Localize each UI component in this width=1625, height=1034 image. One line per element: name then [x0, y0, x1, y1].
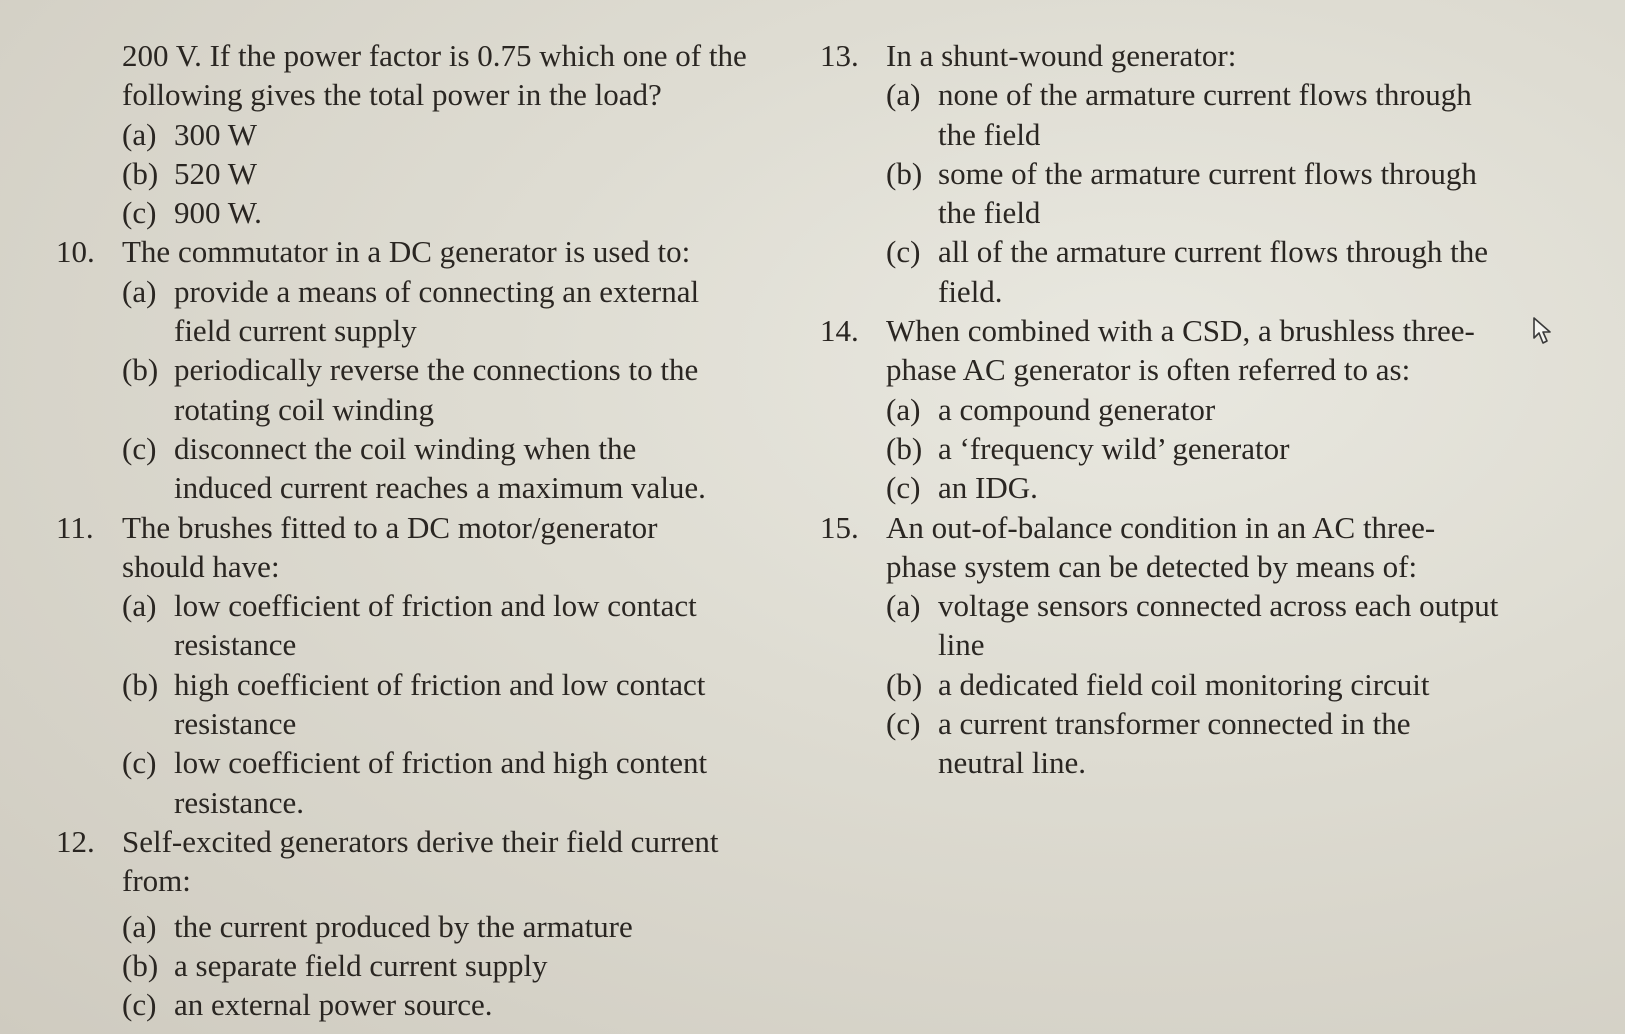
option-text: a current transformer connected in the: [938, 706, 1411, 742]
question-10: [56, 232, 756, 507]
question-text-line: In a shunt-wound generator:: [886, 38, 1237, 73]
question-text-line: should have:: [122, 548, 280, 584]
option-letter: (b): [122, 666, 159, 702]
option-text: disconnect the coil winding when the: [174, 430, 637, 466]
option-text: 300 W: [174, 116, 257, 152]
question-number: 14.: [820, 313, 859, 349]
option-text: periodically reverse the connections to the: [174, 352, 699, 388]
option-letter: (a): [122, 116, 157, 152]
left-column: [56, 36, 756, 1024]
option-text: provide a means of connecting an external: [174, 273, 700, 309]
option-text: voltage sensors connected across each output: [938, 588, 1499, 624]
question-number: 15.: [820, 509, 859, 545]
option-c: [122, 429, 756, 508]
option-text: a compound generator: [938, 391, 1216, 427]
option-letter: (b): [122, 352, 159, 388]
option-letter: (a): [122, 908, 157, 944]
question-9-continuation: [56, 36, 756, 232]
option-text: none of the armature current flows through: [938, 77, 1472, 113]
question-15: [820, 508, 1560, 783]
option-c: [122, 743, 756, 822]
option-letter: (c): [886, 234, 921, 270]
option-letter: (b): [886, 666, 923, 702]
question-text-line: phase AC generator is often referred to as:: [886, 352, 1411, 388]
option-text: resistance.: [174, 784, 304, 820]
question-number: 12.: [56, 823, 95, 859]
option-letter: (a): [122, 588, 157, 624]
option-letter: (a): [886, 391, 921, 427]
option-text: some of the armature current flows through: [938, 155, 1477, 191]
option-text: the field: [938, 116, 1041, 152]
question-11: [56, 508, 756, 822]
option-b: [886, 429, 1560, 468]
right-column: [820, 36, 1560, 783]
option-text: neutral line.: [938, 745, 1087, 781]
option-text: the current produced by the armature: [174, 908, 633, 944]
option-c: [886, 232, 1560, 311]
option-letter: (b): [122, 947, 159, 983]
option-letter: (a): [886, 588, 921, 624]
option-b: [122, 154, 756, 193]
option-text: 900 W.: [174, 195, 262, 231]
option-letter: (c): [886, 470, 921, 506]
option-a: [886, 390, 1560, 429]
option-c: [122, 985, 756, 1024]
option-letter: (c): [122, 430, 157, 466]
option-b: [122, 665, 756, 744]
option-text: a dedicated field coil monitoring circuit: [938, 666, 1430, 702]
option-c: [122, 193, 756, 232]
question-12: [56, 822, 756, 1024]
option-text: an external power source.: [174, 987, 493, 1023]
option-text: field.: [938, 273, 1003, 309]
question-text-line: The brushes fitted to a DC motor/generator: [122, 509, 658, 545]
option-text: 520 W: [174, 155, 257, 191]
option-a: [122, 586, 756, 665]
question-text-line: phase system can be detected by means of:: [886, 548, 1418, 584]
question-13: [820, 36, 1560, 311]
question-number: 13.: [820, 38, 859, 73]
question-14: [820, 311, 1560, 507]
option-c: [886, 468, 1560, 507]
question-text-line: following gives the total power in the load?: [122, 77, 662, 113]
option-a: [886, 586, 1560, 665]
question-text-line: 200 V. If the power factor is 0.75 which one of the: [122, 38, 747, 73]
option-text: a ‘frequency wild’ generator: [938, 430, 1290, 466]
option-letter: (c): [122, 987, 157, 1023]
option-letter: (c): [122, 745, 157, 781]
question-number: 11.: [56, 509, 94, 545]
option-letter: (b): [886, 155, 923, 191]
option-text: high coefficient of friction and low contact: [174, 666, 706, 702]
option-text: induced current reaches a maximum value.: [174, 470, 706, 506]
option-a: [122, 272, 756, 351]
option-text: low coefficient of friction and low contact: [174, 588, 697, 624]
option-b: [122, 350, 756, 429]
option-text: low coefficient of friction and high content: [174, 745, 708, 781]
option-text: resistance: [174, 706, 297, 742]
option-text: rotating coil winding: [174, 391, 435, 427]
option-text: resistance: [174, 627, 297, 663]
question-text-line: When combined with a CSD, a brushless three-: [886, 313, 1475, 349]
option-letter: (c): [122, 195, 157, 231]
option-letter: (c): [886, 706, 921, 742]
option-b: [886, 154, 1560, 233]
option-letter: (a): [122, 273, 157, 309]
option-a: [122, 115, 756, 154]
option-text: line: [938, 627, 985, 663]
question-text-line: An out-of-balance condition in an AC three-: [886, 509, 1436, 545]
question-text-line: from:: [122, 863, 191, 899]
option-letter: (b): [886, 430, 923, 466]
option-text: a separate field current supply: [174, 947, 548, 983]
option-text: an IDG.: [938, 470, 1038, 506]
option-letter: (a): [886, 77, 921, 113]
option-text: all of the armature current flows through the: [938, 234, 1489, 270]
option-text: field current supply: [174, 313, 417, 349]
option-b: [886, 665, 1560, 704]
question-number: 10.: [56, 234, 95, 270]
option-letter: (b): [122, 155, 159, 191]
question-text-line: The commutator in a DC generator is used to:: [122, 234, 691, 270]
option-text: the field: [938, 195, 1041, 231]
question-text-line: Self-excited generators derive their field current: [122, 823, 719, 859]
option-a: [122, 907, 756, 946]
option-a: [886, 75, 1560, 154]
option-b: [122, 946, 756, 985]
option-c: [886, 704, 1560, 783]
mouse-pointer-icon: [1532, 316, 1556, 346]
